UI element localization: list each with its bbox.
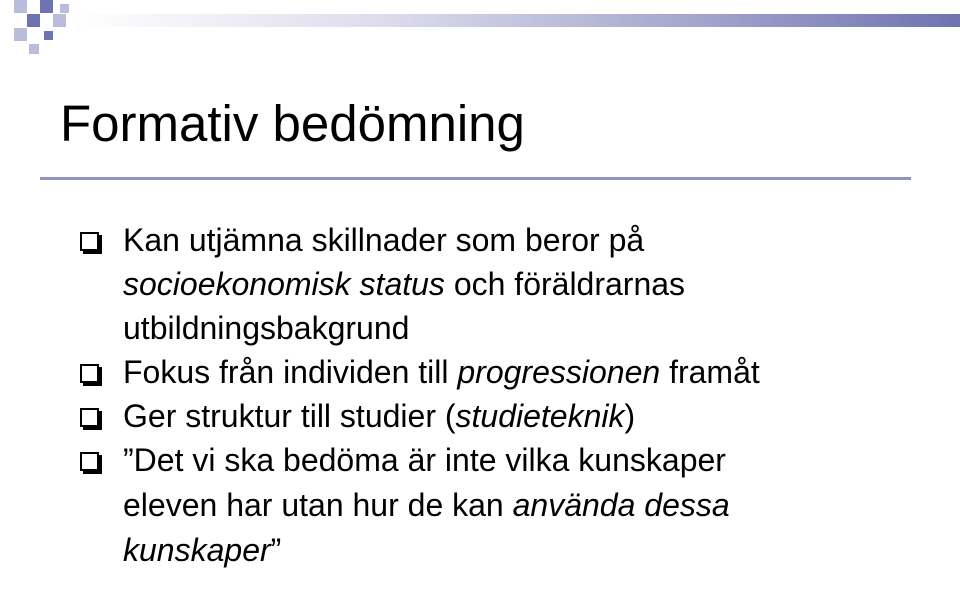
emphasis-text: socioekonomisk status: [123, 266, 445, 302]
emphasis-text: använda dessa: [512, 487, 730, 523]
checkbox-square-icon: [80, 452, 99, 471]
corner-decoration: [0, 0, 90, 60]
emphasis-text: progressionen: [457, 354, 661, 390]
bullet-item: [74, 438, 934, 573]
emphasis-text: studieteknik: [455, 398, 625, 434]
bullet-line: [123, 218, 934, 262]
bullet-text: och föräldrarnas: [444, 266, 686, 302]
header-gradient-bar: [75, 14, 960, 27]
checkbox-square-icon: [80, 232, 99, 251]
bullet-text: Fokus från individen till: [123, 354, 458, 390]
bullet-line: [123, 528, 934, 573]
bullet-line: [123, 483, 934, 528]
deco-square: [14, 0, 27, 13]
bullet-text: Kan utjämna skillnader som beror på: [123, 222, 645, 258]
bullet-text: ”: [270, 532, 282, 568]
deco-square: [53, 14, 66, 27]
bullet-list: [74, 218, 934, 573]
bullet-text: ): [624, 398, 636, 434]
checkbox-square-icon: [80, 408, 99, 427]
deco-square: [40, 0, 53, 13]
bullet-text: eleven har utan hur de kan: [123, 487, 513, 523]
title-divider: [40, 177, 911, 180]
emphasis-text: kunskaper: [123, 532, 271, 568]
slide-title: Formativ bedömning: [60, 95, 525, 152]
deco-square: [27, 14, 40, 27]
bullet-text: Ger struktur till studier (: [123, 398, 456, 434]
bullet-item: [74, 218, 934, 350]
bullet-item: [74, 394, 934, 438]
deco-square: [44, 31, 53, 40]
bullet-line: [123, 350, 934, 394]
bullet-item: [74, 350, 934, 394]
bullet-line: [123, 438, 934, 483]
checkbox-square-icon: [80, 364, 99, 383]
deco-square: [14, 28, 27, 41]
deco-square: [60, 4, 69, 13]
bullet-text: framåt: [660, 354, 760, 390]
bullet-text: utbildningsbakgrund: [123, 310, 410, 346]
bullet-line: [123, 306, 934, 350]
bullet-line: [123, 262, 934, 306]
bullet-text: ”Det vi ska bedöma är inte vilka kunskaper: [123, 442, 726, 478]
deco-square: [29, 44, 39, 54]
bullet-line: [123, 394, 934, 438]
